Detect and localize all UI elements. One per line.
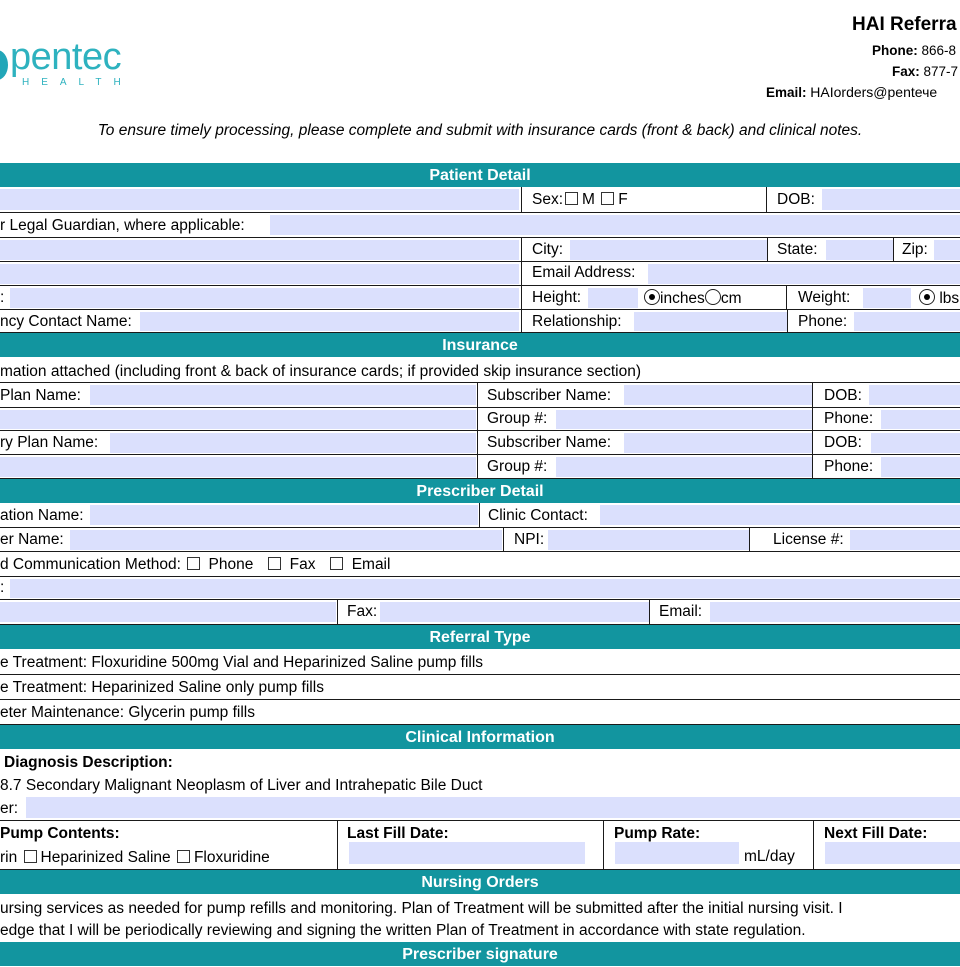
- primary-plan-label: Plan Name:: [0, 387, 81, 404]
- comm-method-label: d Communication Method:: [0, 556, 181, 573]
- dob-label: DOB:: [777, 191, 815, 208]
- guardian-label: r Legal Guardian, where applicable:: [0, 217, 245, 234]
- primary-phone-field[interactable]: [881, 410, 960, 429]
- prescriber-name-label: er Name:: [0, 531, 64, 548]
- secondary-dob-field[interactable]: [871, 433, 960, 453]
- clinical-row-pump: [0, 821, 960, 870]
- last-fill-field[interactable]: [349, 842, 585, 864]
- insurance-row-secondary-group: [0, 455, 960, 479]
- patient-row-emergency: [0, 310, 960, 333]
- comm-phone-checkbox[interactable]: [187, 557, 200, 570]
- pump-contents-label: Pump Contents:: [0, 825, 120, 842]
- sex-cell: [521, 187, 767, 212]
- insurance-attached-label: mation attached (including front & back of insurance cards; if provided skip insurance section): [0, 363, 642, 380]
- address-field[interactable]: [0, 240, 519, 260]
- prescriber-phone-field[interactable]: [0, 602, 336, 622]
- state-field[interactable]: [826, 240, 894, 260]
- pump-contents-options: rin Heparinized Saline Floxuridine: [0, 849, 270, 866]
- primary-blank-field[interactable]: [0, 410, 476, 429]
- next-fill-label: Next Fill Date:: [824, 825, 928, 842]
- clinical-row-diagnosis: [0, 749, 960, 797]
- nursing-text-line2: edge that I will be periodically reviewing and signing the written Plan of Treatment in accordance with state regulation.: [0, 922, 806, 939]
- weight-cell: [786, 286, 960, 309]
- license-label: License #:: [773, 531, 844, 548]
- pump-rate-label: Pump Rate:: [614, 825, 701, 842]
- prescriber-row-name: [0, 528, 960, 552]
- prescriber-row-location: [0, 503, 960, 528]
- last-fill-label: Last Fill Date:: [347, 825, 449, 842]
- sex-m-checkbox[interactable]: [565, 192, 578, 205]
- inches-radio[interactable]: [644, 289, 660, 305]
- location-field[interactable]: [90, 505, 478, 525]
- city-field[interactable]: [570, 240, 768, 260]
- prescriber-row-address: :: [0, 577, 960, 600]
- prescriber-email-field[interactable]: [710, 602, 960, 622]
- nursing-text-line1: ursing services as needed for pump refills and monitoring. Plan of Treatment will be submitted after the initial nursing visit. I: [0, 900, 843, 917]
- relationship-label: Relationship:: [532, 313, 622, 330]
- primary-dob-label: DOB:: [824, 387, 862, 404]
- comm-method-group: d Communication Method: Phone Fax Email: [0, 556, 391, 573]
- insurance-row-primary: [0, 383, 960, 408]
- primary-subscriber-field[interactable]: [624, 385, 813, 405]
- prescriber-address-field[interactable]: [10, 579, 960, 598]
- height-cell: [521, 286, 787, 309]
- prescriber-name-field[interactable]: [70, 530, 502, 550]
- dob-field[interactable]: [822, 189, 960, 210]
- referral-option-3-label: eter Maintenance: Glycerin pump fills: [0, 704, 256, 721]
- weight-label: Weight:: [798, 289, 851, 306]
- prescriber-fax-label: Fax:: [347, 603, 378, 620]
- insurance-row-attached: [0, 358, 960, 383]
- heparinized-checkbox[interactable]: [24, 850, 37, 863]
- patient-id-field[interactable]: [10, 288, 519, 308]
- city-cell: [521, 238, 768, 261]
- secondary-group-field[interactable]: [556, 457, 813, 477]
- patient-row-guardian: [0, 213, 960, 238]
- patient-section-header: Patient Detail: [0, 163, 960, 187]
- header-phone: Phone: 866-8: [872, 43, 957, 58]
- zip-label: Zip:: [902, 241, 928, 258]
- state-label: State:: [777, 241, 818, 258]
- patient-row-height: : Height: inches cm Weight: lbs: [0, 286, 960, 310]
- secondary-group-label: Group #:: [487, 458, 548, 475]
- secondary-subscriber-label: Subscriber Name:: [487, 434, 612, 451]
- relationship-field[interactable]: [634, 312, 788, 331]
- referral-option-1[interactable]: [0, 649, 960, 675]
- secondary-blank-field[interactable]: [0, 457, 476, 477]
- lbs-radio[interactable]: [919, 289, 935, 305]
- clinic-contact-field[interactable]: [600, 505, 960, 525]
- sex-f-checkbox[interactable]: [601, 192, 614, 205]
- sex-label: Sex: M F: [532, 191, 628, 208]
- prescriber-row-comm: [0, 552, 960, 577]
- pump-rate-unit: mL/day: [744, 848, 795, 865]
- patient-row-name: [0, 187, 960, 213]
- cm-radio[interactable]: [705, 289, 721, 305]
- pump-rate-field[interactable]: [615, 842, 739, 864]
- secondary-phone-field[interactable]: [881, 457, 960, 477]
- email-field[interactable]: [648, 264, 960, 284]
- referral-option-2-label: e Treatment: Heparinized Saline only pump fills: [0, 679, 324, 696]
- patient-row-address: [0, 238, 960, 262]
- email-cell: [521, 262, 960, 285]
- npi-field[interactable]: [548, 530, 750, 550]
- city-label: City:: [532, 241, 563, 258]
- insurance-section-header: Insurance: [0, 333, 960, 357]
- guardian-field[interactable]: [270, 215, 960, 235]
- header-email: Email: HAIorders@pentече: [766, 84, 938, 100]
- other-label: er:: [0, 800, 19, 817]
- comm-fax-checkbox[interactable]: [268, 557, 281, 570]
- height-unit-group: inches cm: [644, 289, 741, 308]
- state-cell: [767, 238, 894, 261]
- diagnosis-value: 8.7 Secondary Malignant Neoplasm of Liver and Intrahepatic Bile Duct: [0, 777, 483, 794]
- patient-row-email: [0, 262, 960, 286]
- diagnosis-label: Diagnosis Description:: [4, 754, 173, 771]
- nursing-section-header: Nursing Orders: [0, 870, 960, 894]
- referral-section-header: Referral Type: [0, 625, 960, 649]
- insurance-row-secondary: [0, 431, 960, 455]
- clinical-row-other: [0, 797, 960, 821]
- clinic-contact-label: Clinic Contact:: [488, 507, 588, 524]
- height-label: Height:: [532, 289, 582, 306]
- license-field[interactable]: [850, 530, 960, 550]
- floxuridine-checkbox[interactable]: [177, 850, 190, 863]
- weight-field[interactable]: [863, 288, 911, 308]
- clinical-section-header: Clinical Information: [0, 725, 960, 749]
- location-label: ation Name:: [0, 507, 84, 524]
- dob-cell: [766, 187, 960, 212]
- emergency-field[interactable]: [140, 312, 519, 331]
- primary-subscriber-label: Subscriber Name:: [487, 387, 612, 404]
- header-fax: Fax: 877-7: [892, 64, 959, 79]
- relationship-cell: [521, 310, 788, 332]
- height-field[interactable]: [588, 288, 638, 308]
- intro-text: To ensure timely processing, please complete and submit with insurance cards (front & back) and clinical notes.: [97, 122, 863, 139]
- prescriber-section-header: Prescriber Detail: [0, 479, 960, 503]
- prescriber-email-label: Email:: [659, 603, 703, 620]
- zip-cell: [893, 238, 960, 261]
- zip-field[interactable]: [934, 240, 960, 260]
- primary-dob-cell: [812, 383, 960, 407]
- emergency-phone-cell: [787, 310, 960, 332]
- next-fill-field[interactable]: [825, 842, 960, 864]
- signature-section-header: Prescriber signature: [0, 942, 960, 966]
- logo-subtext: HEALTH: [22, 77, 133, 88]
- phone-field[interactable]: [0, 264, 519, 284]
- secondary-plan-label: ry Plan Name:: [0, 434, 99, 451]
- other-field[interactable]: [26, 797, 960, 818]
- primary-plan-field[interactable]: [90, 385, 476, 405]
- lbs-label: lbs: [939, 290, 960, 307]
- referral-option-3[interactable]: [0, 700, 960, 725]
- referral-option-1-label: e Treatment: Floxuridine 500mg Vial and Heparinized Saline pump fills: [0, 654, 484, 671]
- primary-group-label: Group #:: [487, 410, 548, 427]
- prescriber-row-contact: [0, 600, 960, 625]
- emergency-phone-field[interactable]: [854, 312, 960, 331]
- referral-option-2[interactable]: [0, 675, 960, 700]
- prescriber-fax-field[interactable]: [380, 602, 650, 622]
- primary-dob-field[interactable]: [869, 385, 960, 405]
- patient-name-field[interactable]: [0, 189, 519, 210]
- secondary-phone-label: Phone:: [824, 458, 874, 475]
- comm-email-checkbox[interactable]: [330, 557, 343, 570]
- emergency-phone-label: Phone:: [798, 313, 848, 330]
- logo-mark: [0, 50, 8, 80]
- email-label: Email Address:: [532, 264, 636, 281]
- npi-label: NPI:: [514, 531, 545, 548]
- form-title: HAI Referra: [852, 14, 957, 35]
- primary-group-field[interactable]: [556, 410, 813, 429]
- insurance-row-primary-group: [0, 408, 960, 431]
- secondary-subscriber-field[interactable]: [624, 433, 813, 453]
- secondary-plan-field[interactable]: [110, 433, 476, 453]
- logo-text: pentec: [10, 36, 122, 78]
- emergency-label: ncy Contact Name:: [0, 313, 132, 330]
- primary-phone-label: Phone:: [824, 410, 874, 427]
- primary-subscriber-cell: [477, 383, 813, 407]
- secondary-dob-label: DOB:: [824, 434, 862, 451]
